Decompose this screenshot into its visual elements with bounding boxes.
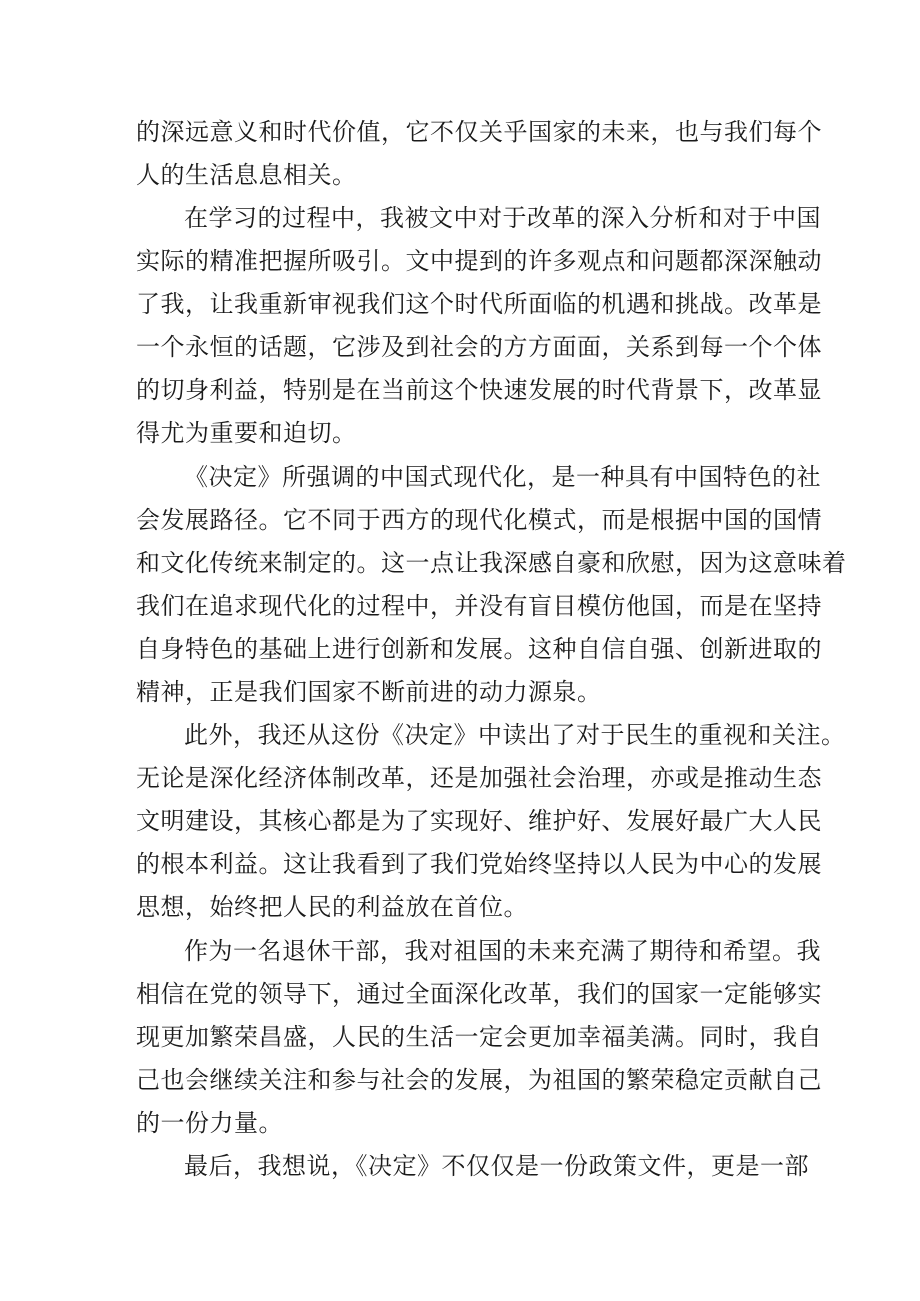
text-line: 己也会继续关注和参与社会的发展，为祖国的繁荣稳定贡献自己 — [136, 1066, 822, 1094]
text-line: 会发展路径。它不同于西方的现代化模式，而是根据中国的国情 — [136, 506, 822, 534]
text-line: 精神，正是我们国家不断前进的动力源泉。 — [136, 678, 602, 706]
text-line: 文明建设，其核心都是为了实现好、维护好、发展好最广大人民 — [136, 807, 822, 835]
text-line: 的一份力量。 — [136, 1109, 283, 1137]
text-line: 此外，我还从这份《决定》中读出了对于民生的重视和关注。 — [184, 721, 846, 749]
text-line: 实际的精准把握所吸引。文中提到的许多观点和问题都深深触动 — [136, 247, 822, 275]
text-line: 自身特色的基础上进行创新和发展。这种自信自强、创新进取的 — [136, 635, 822, 663]
text-line: 一个永恒的话题，它涉及到社会的方方面面，关系到每一个个体 — [136, 333, 822, 361]
text-line: 无论是深化经济体制改革，还是加强社会治理，亦或是推动生态 — [136, 764, 822, 792]
text-line: 最后，我想说，《决定》不仅仅是一份政策文件，更是一部 — [184, 1152, 809, 1180]
text-line: 现更加繁荣昌盛，人民的生活一定会更加幸福美满。同时，我自 — [136, 1023, 822, 1051]
text-line: 作为一名退休干部，我对祖国的未来充满了期待和希望。我 — [184, 937, 821, 965]
text-line: 相信在党的领导下，通过全面深化改革，我们的国家一定能够实 — [136, 980, 822, 1008]
text-line: 在学习的过程中，我被文中对于改革的深入分析和对于中国 — [184, 204, 821, 232]
text-line: 我们在追求现代化的过程中，并没有盲目模仿他国，而是在坚持 — [136, 592, 822, 620]
text-line: 的切身利益，特别是在当前这个快速发展的时代背景下，改革显 — [136, 376, 822, 404]
text-line: 和文化传统来制定的。这一点让我深感自豪和欣慰，因为这意味着 — [136, 549, 847, 577]
text-line: 思想，始终把人民的利益放在首位。 — [136, 893, 528, 921]
text-line: 得尤为重要和迫切。 — [136, 419, 357, 447]
text-line: 的根本利益。这让我看到了我们党始终坚持以人民为中心的发展 — [136, 850, 822, 878]
text-line: 了我，让我重新审视我们这个时代所面临的机遇和挑战。改革是 — [136, 290, 822, 318]
text-line: 《决定》所强调的中国式现代化，是一种具有中国特色的社 — [184, 463, 821, 491]
text-line: 的深远意义和时代价值，它不仅关乎国家的未来，也与我们每个 — [136, 118, 822, 146]
text-line: 人的生活息息相关。 — [136, 161, 357, 189]
